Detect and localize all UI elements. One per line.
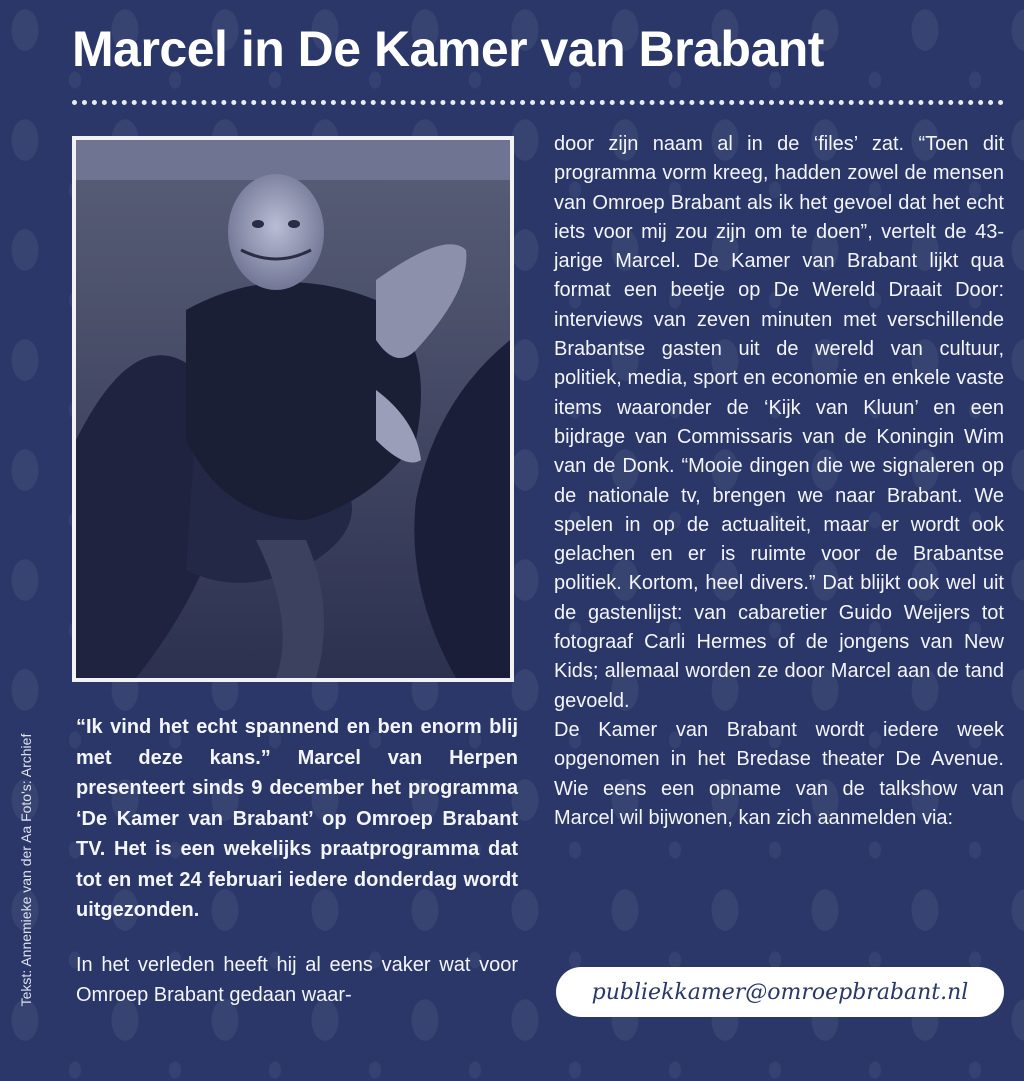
right-column [554, 130, 1004, 833]
email-address: publiekkamer@omroepbrabant.nl [591, 979, 969, 1005]
portrait-illustration [76, 140, 510, 678]
dotted-divider [72, 100, 1004, 105]
body-paragraph-left: In het verleden heeft hij al eens vaker wat voor Omroep Brabant gedaan waar- [76, 953, 518, 1006]
photo-credit: Tekst: Annemieke van der Aa Foto's: Archief [18, 733, 34, 1007]
body-paragraph-right-1: door zijn naam al in de ‘files’ zat. “Toen dit programma vorm kreeg, hadden zowel de mensen van Omroep Brabant als ik het gevoel dat het echt iets voor mij zou zijn om te doen”, vertelt de 43-jarige Marcel. De Kamer van Brabant lijkt qua format een beetje op De Wereld Draait Door: interviews van zeven minuten met verschillende Brabantse gasten uit de wereld van cultuur, politiek, media, sport en economie en enkele vaste items waaronder de ‘Kijk van Kluun’ en een bijdrage van Commissaris van de Koningin Wim van de Donk. “Mooie dingen die we signaleren op de nationale tv, brengen we naar Brabant. We spelen in op de actualiteit, maar er wordt ook gelachen en er is ruimte voor de Brabantse politiek. Kortom, heel divers.” Dat blijkt ook wel uit de gastenlijst: van cabaretier Guido Weijers tot fotograaf Carli Hermes of de jongens van New Kids; allemaal worden ze door Marcel aan de tand gevoeld. [554, 133, 1004, 712]
headline: Marcel in De Kamer van Brabant [72, 21, 824, 77]
email-pill [556, 967, 1004, 1017]
lead-paragraph: “Ik vind het echt spannend en ben enorm blij met deze kans.” Marcel van Herpen presenteert sinds 9 december het programma ‘De Kamer van Brabant’ op Omroep Brabant TV. Het is een wekelijks praatprogramma dat tot en met 24 februari iedere donderdag wordt uitgezonden. [76, 716, 518, 921]
left-column [76, 712, 518, 1011]
body-paragraph-right-2: De Kamer van Brabant wordt iedere week opgenomen in het Bredase theater De Avenue. Wie eens een opname van de talkshow van Marcel wil bijwonen, kan zich aanmelden via: [554, 718, 1004, 829]
portrait-photo [72, 136, 514, 682]
